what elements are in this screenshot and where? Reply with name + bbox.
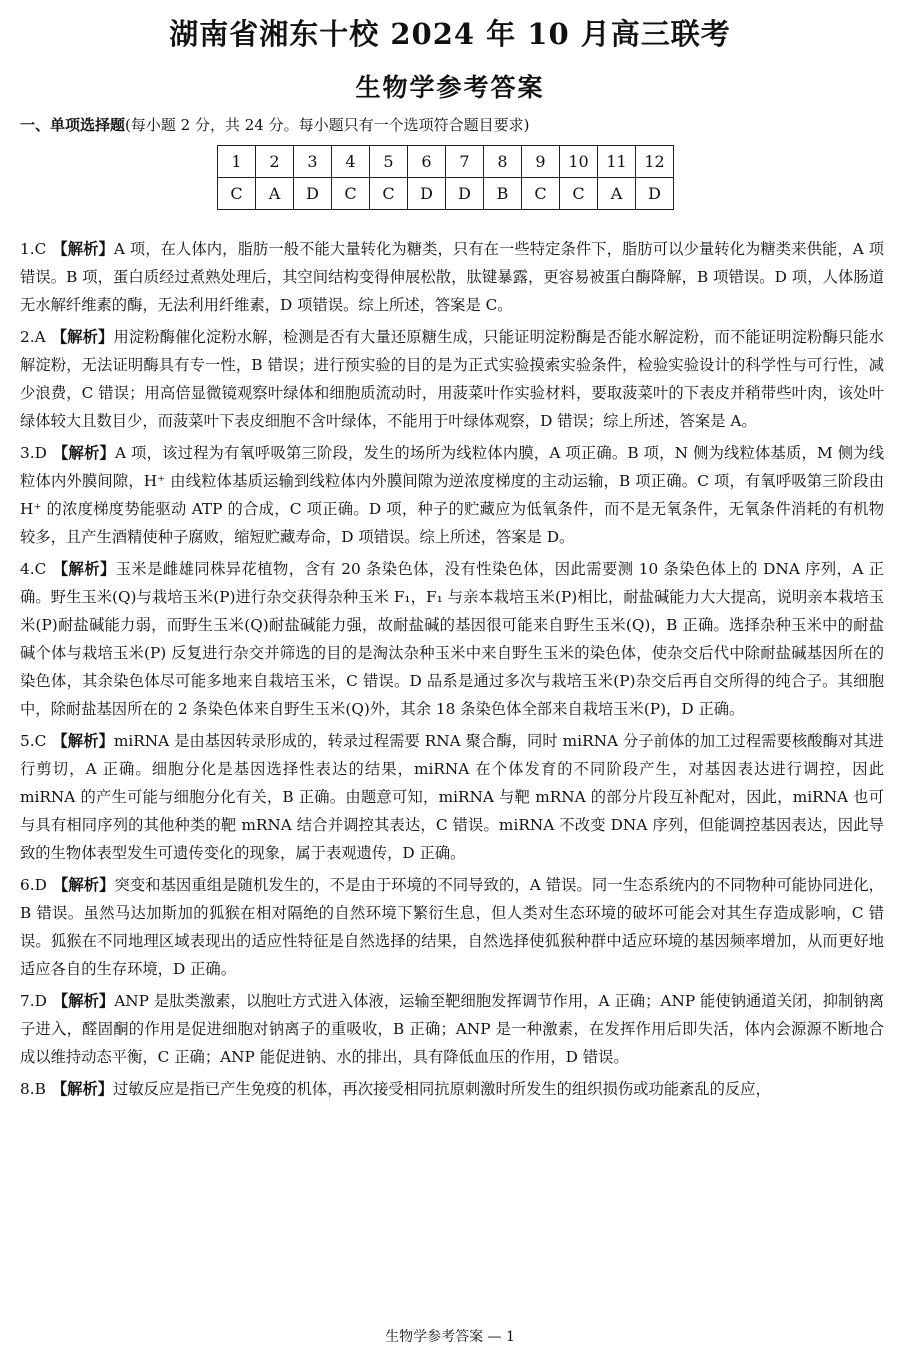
analysis-tag: 【解析】 bbox=[52, 992, 115, 1010]
question-number-cell: 2 bbox=[256, 146, 294, 178]
answer-cell: A bbox=[598, 178, 636, 210]
item-text: 用淀粉酶催化淀粉水解，检测是否有大量还原糖生成，只能证明淀粉酶是否能水解淀粉，而不能证明淀粉酶只能水解淀粉，无法证明酶具有专一性，B 错误；进行预实验的目的是为正式实验摸索实验条件，检验实验设计的科学性与可行性，减少浪费，C 错误；用高倍显微镜观察叶绿体和细胞质流动时，用菠菜叶作实验材料，要取菠菜叶的下表皮并稍带些叶肉，该处叶绿体较大且数目少，而菠菜叶下表皮细胞不含叶绿体，不能用于叶绿体观察，D 错误；综上所述，答案是 A。 bbox=[20, 328, 884, 430]
explanation-item bbox=[20, 727, 884, 867]
item-number: 3.D bbox=[20, 444, 47, 462]
page-title: 湖南省湘东十校 2024 年 10 月高三联考 bbox=[169, 17, 731, 51]
question-number-cell: 8 bbox=[484, 146, 522, 178]
item-number: 8.B bbox=[20, 1080, 46, 1098]
page-footer: 生物学参考答案 — 1 bbox=[385, 1329, 515, 1345]
question-number-cell: 3 bbox=[294, 146, 332, 178]
analysis-tag: 【解析】 bbox=[52, 240, 114, 258]
answer-cell: C bbox=[522, 178, 560, 210]
question-number-cell: 1 bbox=[218, 146, 256, 178]
explanation-item bbox=[20, 555, 884, 723]
question-number-cell: 9 bbox=[522, 146, 560, 178]
item-text: 玉米是雌雄同株异花植物，含有 20 条染色体，没有性染色体，因此需要测 10 条染色体上的 DNA 序列，A 正确。野生玉米(Q)与栽培玉米(P)进行杂交获得杂种玉米 F₁，F₁ 与亲本栽培玉米(P)相比，耐盐碱能力大大提高，说明亲本栽培玉米(P)耐盐碱能力弱，而野生玉米(Q)耐盐碱能力强，故耐盐碱的基因很可能来自野生玉米(Q)，B 正确。选择杂种玉米中的耐盐碱个体与栽培玉米(P) 反复进行杂交并筛选的目的是淘汰杂种玉米中来自野生玉米的染色体，使杂交后代中除耐盐碱基因所在的染色体，其余染色体尽可能多地来自栽培玉米，C 错误。D 品系是通过多次与栽培玉米(P)杂交后再自交所得的纯合子。其细胞中，除耐盐基因所在的 2 条染色体来自野生玉米(Q)外，其余 18 条染色体全部来自栽培玉米(P)，D 正确。 bbox=[20, 560, 884, 718]
answer-cell: D bbox=[636, 178, 674, 210]
analysis-tag: 【解析】 bbox=[51, 1080, 114, 1098]
answer-cell: C bbox=[370, 178, 408, 210]
analysis-tag: 【解析】 bbox=[52, 560, 116, 578]
explanation-item bbox=[20, 871, 884, 983]
question-number-cell: 4 bbox=[332, 146, 370, 178]
analysis-tag: 【解析】 bbox=[52, 876, 115, 894]
item-text: A 项，在人体内，脂肪一般不能大量转化为糖类，只有在一些特定条件下，脂肪可以少量转化为糖类来供能，A 项错误。B 项，蛋白质经过煮熟处理后，其空间结构变得伸展松散，肽键暴露，更容易被蛋白酶降解，B 项错误。D 项，人体肠道无水解纤维素的酶，无法利用纤维素，D 项错误。综上所述，答案是 C。 bbox=[20, 240, 884, 314]
answer-table-number-row bbox=[218, 146, 674, 178]
question-number-cell: 5 bbox=[370, 146, 408, 178]
item-number: 6.D bbox=[20, 876, 47, 894]
answer-cell: C bbox=[560, 178, 598, 210]
question-number-cell: 7 bbox=[446, 146, 484, 178]
answer-cell: D bbox=[294, 178, 332, 210]
item-text: 突变和基因重组是随机发生的，不是由于环境的不同导致的，A 错误。同一生态系统内的不同物种可能协同进化，B 错误。虽然马达加斯加的狐猴在相对隔绝的自然环境下繁衍生息，但人类对生态环境的破坏可能会对其生存造成影响，C 错误。狐猴在不同地理区域表现出的适应性特征是自然选择的结果，自然选择使狐猴种群中适应环境的基因频率增加，从而更好地适应各自的生存环境，D 正确。 bbox=[20, 876, 884, 978]
item-number: 2.A bbox=[20, 328, 46, 346]
section-heading bbox=[20, 114, 529, 135]
page-subtitle: 生物学参考答案 bbox=[355, 73, 545, 102]
item-number: 5.C bbox=[20, 732, 47, 750]
question-number-cell: 10 bbox=[560, 146, 598, 178]
question-number-cell: 12 bbox=[636, 146, 674, 178]
item-number: 4.C bbox=[20, 560, 47, 578]
analysis-tag: 【解析】 bbox=[52, 732, 114, 750]
item-number: 1.C bbox=[20, 240, 47, 258]
explanation-item bbox=[20, 323, 884, 435]
question-number-cell: 11 bbox=[598, 146, 636, 178]
answer-cell: D bbox=[408, 178, 446, 210]
item-number: 7.D bbox=[20, 992, 47, 1010]
answer-cell: A bbox=[256, 178, 294, 210]
explanation-item bbox=[20, 987, 884, 1071]
section-heading-note: (每小题 2 分，共 24 分。每小题只有一个选项符合题目要求) bbox=[125, 116, 530, 134]
explanation-list bbox=[20, 235, 884, 1107]
answer-cell: B bbox=[484, 178, 522, 210]
question-number-cell: 6 bbox=[408, 146, 446, 178]
explanation-item bbox=[20, 1075, 884, 1103]
item-text: 过敏反应是指已产生免疫的机体，再次接受相同抗原刺激时所发生的组织损伤或功能紊乱的反应， bbox=[113, 1080, 771, 1098]
analysis-tag: 【解析】 bbox=[51, 328, 114, 346]
item-text: miRNA 是由基因转录形成的，转录过程需要 RNA 聚合酶，同时 miRNA 分子前体的加工过程需要核酸酶对其进行剪切，A 正确。细胞分化是基因选择性表达的结果，miRNA 在个体发育的不同阶段产生，对基因表达进行调控，因此 miRNA 的产生可能与细胞分化有关，B 正确。由题意可知，miRNA 与靶 mRNA 的部分片段互补配对，因此，miRNA 也可与具有相同序列的其他种类的靶 mRNA 结合并调控其表达，C 错误。miRNA 不改变 DNA 序列，但能调控基因表达，因此导致的生物体表型发生可遗传变化的现象，属于表观遗传，D 正确。 bbox=[20, 732, 884, 862]
explanation-item bbox=[20, 439, 884, 551]
item-text: A 项，该过程为有氧呼吸第三阶段，发生的场所为线粒体内膜，A 项正确。B 项，N 侧为线粒体基质，M 侧为线粒体内外膜间隙，H⁺ 由线粒体基质运输到线粒体内外膜间隙为逆浓度梯度的主动运输，B 项正确。C 项，有氧呼吸第三阶段由 H⁺ 的浓度梯度势能驱动 ATP 的合成，C 项正确。D 项，种子的贮藏应为低氧条件，而不是无氧条件，无氧条件消耗的有机物较多，且产生酒精使种子腐败，缩短贮藏寿命，D 项错误。综上所述，答案是 D。 bbox=[20, 444, 884, 546]
item-text: ANP 是肽类激素，以胞吐方式进入体液，运输至靶细胞发挥调节作用，A 正确；ANP 能使钠通道关闭，抑制钠离子进入，醛固酮的作用是促进细胞对钠离子的重吸收，B 正确；ANP 是一种激素，在发挥作用后即失活，体内会源源不断地合成以维持动态平衡，C 正确；ANP 能促进钠、水的排出，具有降低血压的作用，D 错误。 bbox=[20, 992, 884, 1066]
answer-cell: D bbox=[446, 178, 484, 210]
answer-cell: C bbox=[218, 178, 256, 210]
answer-cell: C bbox=[332, 178, 370, 210]
section-heading-label: 一、单项选择题 bbox=[20, 116, 126, 134]
explanation-item bbox=[20, 235, 884, 319]
answer-table-answer-row bbox=[218, 178, 674, 210]
answer-table bbox=[217, 145, 674, 210]
analysis-tag: 【解析】 bbox=[52, 444, 116, 462]
